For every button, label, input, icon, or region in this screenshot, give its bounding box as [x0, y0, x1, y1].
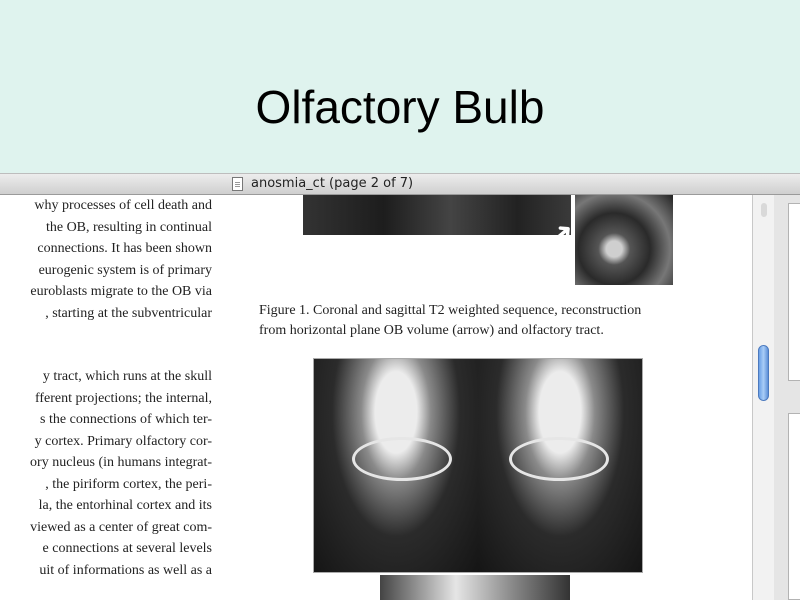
figure-1-mri-coronal — [303, 195, 571, 235]
scroll-thumb[interactable] — [758, 345, 769, 401]
thumbnail-sidebar — [774, 195, 800, 600]
mri-panel-left — [314, 359, 479, 572]
olfactory-bulb-ellipse — [352, 437, 452, 481]
caption-line: from horizontal plane OB volume (arrow) and olfactory tract. — [259, 323, 604, 338]
vertical-scrollbar[interactable] — [752, 195, 774, 600]
mri-panel-right — [478, 359, 642, 572]
figure-1-caption — [259, 301, 641, 341]
text-line: eurogenic system is of primary — [38, 262, 212, 278]
arrow-icon: ➜ — [541, 213, 582, 254]
caption-line: Figure 1. Coronal and sagittal T2 weighted sequence, reconstruction — [259, 303, 642, 318]
text-line: y cortex. Primary olfactory cor- — [34, 433, 212, 449]
figure-3-partial-image — [380, 575, 570, 600]
text-line: uit of informations as well as a — [39, 562, 212, 578]
slide-title: Olfactory Bulb — [255, 81, 545, 133]
text-line: the OB, resulting in continual — [45, 219, 212, 235]
scroll-up-cap[interactable] — [761, 203, 767, 217]
body-text-column — [0, 195, 212, 581]
page-thumbnail[interactable] — [788, 413, 800, 600]
text-line: s the connections of which ter- — [40, 412, 212, 427]
paragraph-1 — [0, 195, 212, 324]
figure-2-mri-olfactory-bulbs — [313, 358, 643, 573]
text-line: , the piriform cortex, the peri- — [45, 476, 212, 492]
window-titlebar[interactable] — [0, 173, 800, 195]
window-title: anosmia_ct (page 2 of 7) — [251, 176, 414, 191]
figure-1-mri-sagittal — [575, 195, 673, 285]
text-line: y tract, which runs at the skull — [42, 369, 212, 384]
pdf-page — [0, 195, 752, 600]
paragraph-2 — [0, 366, 212, 581]
text-line: why processes of cell death and — [34, 198, 212, 213]
text-line: la, the entorhinal cortex and its — [38, 498, 212, 513]
olfactory-bulb-ellipse — [509, 437, 609, 481]
text-line: viewed as a center of great com- — [30, 519, 212, 535]
text-line: fferent projections; the internal, — [34, 390, 212, 406]
text-line: , starting at the subventricular — [45, 305, 212, 321]
text-line: connections. It has been shown — [37, 241, 212, 256]
page-thumbnail[interactable] — [788, 203, 800, 381]
text-line: ory nucleus (in humans integrat- — [30, 455, 212, 470]
document-icon — [232, 177, 243, 191]
text-line: euroblasts migrate to the OB via — [30, 284, 212, 299]
slide-header — [0, 0, 800, 173]
text-line: e connections at several levels — [42, 541, 212, 556]
